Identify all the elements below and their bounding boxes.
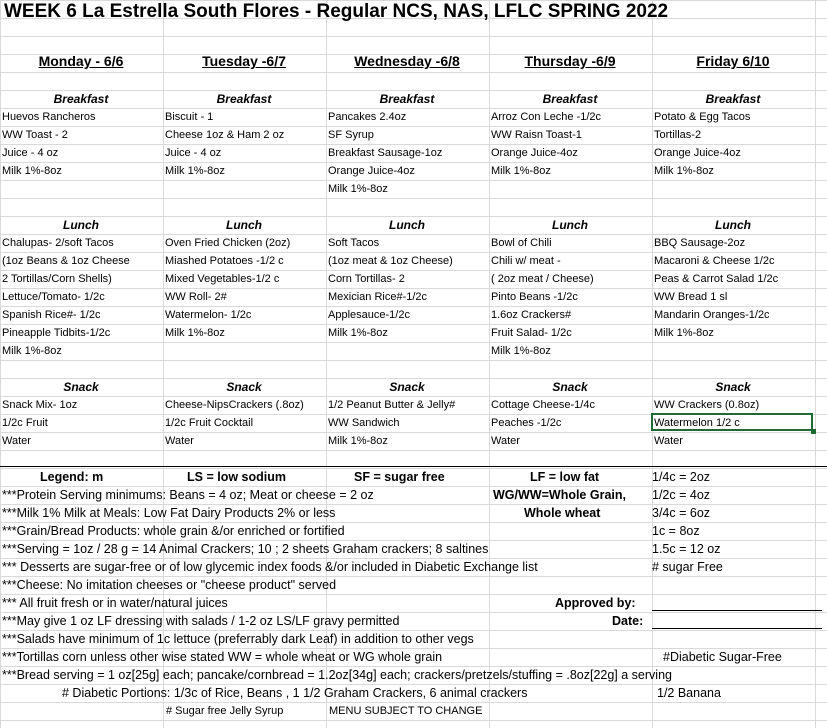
- note-line: *** All fruit fresh or in water/natural juices: [2, 596, 228, 610]
- breakfast-item: Biscuit - 1: [165, 111, 214, 123]
- breakfast-item: Potato & Egg Tacos: [654, 111, 751, 123]
- snack-item: Water: [2, 435, 31, 447]
- lunch-item: WW Bread 1 sl: [654, 291, 728, 303]
- note-line: ***Protein Serving minimums: Beans = 4 oz; Meat or cheese = 2 oz: [2, 488, 374, 502]
- lunch-item: Corn Tortillas- 2: [328, 273, 405, 285]
- lunch-item: Milk 1%-8oz: [2, 345, 62, 357]
- snack-item: Water: [165, 435, 194, 447]
- breakfast-item: Cheese 1oz & Ham 2 oz: [165, 129, 285, 141]
- diabetic-sugar-free: #Diabetic Sugar-Free: [663, 650, 782, 664]
- date-line: [652, 628, 822, 629]
- conversion-2: 1/2c = 4oz: [652, 488, 711, 502]
- note-line: ***Grain/Bread Products: whole grain &/or enriched or fortified: [2, 524, 345, 538]
- lunch-item: Miashed Potatoes -1/2 c: [165, 255, 284, 267]
- note-line: # Diabetic Portions: 1/3c of Rice, Beans , 1 1/2 Graham Crackers, 6 animal crackers: [62, 686, 528, 700]
- lunch-item: Milk 1%-8oz: [654, 327, 714, 339]
- approved-by-label: Approved by:: [555, 596, 636, 610]
- breakfast-item: WW Raisn Toast-1: [491, 129, 582, 141]
- snack-item: 1/2 Peanut Butter & Jelly#: [328, 399, 456, 411]
- lunch-item: Peas & Carrot Salad 1/2c: [654, 273, 779, 285]
- note-line: ***Bread serving = 1 oz[25g] each; pancake/cornbread = 1.2oz[34g] each; crackers/pretzels/stuffing = .8oz[22g] a serving: [2, 668, 672, 682]
- lunch-item: Lettuce/Tomato- 1/2c: [2, 291, 105, 303]
- breakfast-item: Juice - 4 oz: [165, 147, 222, 159]
- note-line: ***May give 1 oz LF dressing with salads / 1-2 oz LS/LF gravy permitted: [2, 614, 400, 628]
- snack-item: 1/2c Fruit Cocktail: [165, 417, 254, 429]
- legend-whole-wheat: Whole wheat: [524, 506, 601, 520]
- half-banana: 1/2 Banana: [657, 686, 721, 700]
- lunch-item: Pinto Beans -1/2c: [491, 291, 578, 303]
- lunch-item: Chalupas- 2/soft Tacos: [2, 237, 114, 249]
- breakfast-item: Milk 1%-8oz: [491, 165, 551, 177]
- lunch-item: Soft Tacos: [328, 237, 380, 249]
- conversion-4: 1c = 8oz: [652, 524, 700, 538]
- snack-heading: Snack: [226, 380, 262, 394]
- menu-subject-to-change: MENU SUBJECT TO CHANGE: [329, 705, 483, 717]
- breakfast-heading: Breakfast: [379, 92, 435, 106]
- lunch-item: (1oz meat & 1oz Cheese): [328, 255, 453, 267]
- snack-item: 1/2c Fruit: [2, 417, 48, 429]
- note-line: ***Tortillas corn unless other wise stated WW = whole wheat or WG whole grain: [2, 650, 443, 664]
- breakfast-item: Breakfast Sausage-1oz: [328, 147, 443, 159]
- lunch-item: (1oz Beans & 1oz Cheese: [2, 255, 130, 267]
- lunch-item: Watermelon- 1/2c: [165, 309, 252, 321]
- legend-sf: SF = sugar free: [354, 470, 445, 484]
- legend-wg: WG/WW=Whole Grain,: [493, 488, 626, 502]
- snack-item: Snack Mix- 1oz: [2, 399, 78, 411]
- snack-item: Milk 1%-8oz: [328, 435, 388, 447]
- lunch-item: Oven Fried Chicken (2oz): [165, 237, 291, 249]
- breakfast-heading: Breakfast: [705, 92, 761, 106]
- lunch-item: Spanish Rice#- 1/2c: [2, 309, 101, 321]
- lunch-item: Milk 1%-8oz: [165, 327, 225, 339]
- day-header: Tuesday -6/7: [202, 53, 286, 69]
- day-header: Monday - 6/6: [38, 53, 124, 69]
- breakfast-item: SF Syrup: [328, 129, 374, 141]
- snack-heading: Snack: [552, 380, 588, 394]
- snack-item: Watermelon 1/2 c: [654, 417, 740, 429]
- fill-handle[interactable]: [811, 429, 816, 434]
- snack-heading: Snack: [63, 380, 99, 394]
- lunch-item: Fruit Salad- 1/2c: [491, 327, 572, 339]
- breakfast-item: Orange Juice-4oz: [328, 165, 415, 177]
- breakfast-item: Juice - 4 oz: [2, 147, 59, 159]
- breakfast-item: Milk 1%-8oz: [2, 165, 62, 177]
- snack-item: Cheese-NipsCrackers (.8oz): [165, 399, 304, 411]
- legend-label: Legend: m: [40, 470, 104, 484]
- breakfast-heading: Breakfast: [216, 92, 272, 106]
- day-header: Wednesday -6/8: [354, 53, 460, 69]
- lunch-item: Mixed Vegetables-1/2 c: [165, 273, 280, 285]
- lunch-heading: Lunch: [715, 218, 751, 232]
- selected-cell[interactable]: [651, 413, 813, 431]
- lunch-item: Bowl of Chili: [491, 237, 552, 249]
- snack-heading: Snack: [389, 380, 425, 394]
- breakfast-item: Orange Juice-4oz: [654, 147, 741, 159]
- note-line: ***Salads have minimum of 1c lettuce (preferrably dark Leaf) in addition to other vegs: [2, 632, 474, 646]
- lunch-item: Mandarin Oranges-1/2c: [654, 309, 770, 321]
- legend-ls: LS = low sodium: [187, 470, 286, 484]
- lunch-item: 2 Tortillas/Corn Shells): [2, 273, 112, 285]
- conversion-6: # sugar Free: [652, 560, 723, 574]
- lunch-item: Pineapple Tidbits-1/2c: [2, 327, 111, 339]
- snack-item: Cottage Cheese-1/4c: [491, 399, 595, 411]
- legend-separator: [0, 466, 827, 467]
- lunch-item: 1.6oz Crackers#: [491, 309, 572, 321]
- lunch-item: Applesauce-1/2c: [328, 309, 410, 321]
- snack-item: Water: [654, 435, 683, 447]
- date-label: Date:: [612, 614, 644, 628]
- sugar-free-jelly: # Sugar free Jelly Syrup: [166, 705, 284, 717]
- lunch-item: ( 2oz meat / Cheese): [491, 273, 594, 285]
- breakfast-item: WW Toast - 2: [2, 129, 68, 141]
- lunch-heading: Lunch: [552, 218, 588, 232]
- breakfast-heading: Breakfast: [53, 92, 109, 106]
- legend-lf: LF = low fat: [530, 470, 600, 484]
- conversion-5: 1.5c = 12 oz: [652, 542, 721, 556]
- note-line: ***Serving = 1oz / 28 g = 14 Animal Crackers; 10 ; 2 sheets Graham crackers; 8 saltines: [2, 542, 489, 556]
- lunch-item: Macaroni & Cheese 1/2c: [654, 255, 775, 267]
- breakfast-heading: Breakfast: [542, 92, 598, 106]
- breakfast-item: Milk 1%-8oz: [165, 165, 225, 177]
- day-header: Friday 6/10: [696, 53, 770, 69]
- note-line: *** Desserts are sugar-free or of low glycemic index foods &/or included in Diabetic Exchange list: [2, 560, 538, 574]
- note-line: ***Cheese: No imitation cheeses or "cheese product" served: [2, 578, 337, 592]
- lunch-item: WW Roll- 2#: [165, 291, 227, 303]
- lunch-item: Chili w/ meat -: [491, 255, 561, 267]
- approved-by-line: [652, 610, 822, 611]
- breakfast-item: Arroz Con Leche -1/2c: [491, 111, 602, 123]
- page-title: WEEK 6 La Estrella South Flores - Regular NCS, NAS, LFLC SPRING 2022: [4, 1, 669, 22]
- lunch-heading: Lunch: [389, 218, 425, 232]
- breakfast-item: Milk 1%-8oz: [654, 165, 714, 177]
- breakfast-item: Tortillas-2: [654, 129, 702, 141]
- lunch-heading: Lunch: [63, 218, 99, 232]
- day-header: Thursday -6/9: [524, 53, 616, 69]
- snack-item: Peaches -1/2c: [491, 417, 562, 429]
- snack-item: WW Crackers (0.8oz): [654, 399, 760, 411]
- conversion-1: 1/4c = 2oz: [652, 470, 711, 484]
- snack-heading: Snack: [715, 380, 751, 394]
- snack-item: WW Sandwich: [328, 417, 400, 429]
- lunch-item: Milk 1%-8oz: [491, 345, 551, 357]
- lunch-item: BBQ Sausage-2oz: [654, 237, 746, 249]
- note-line: ***Milk 1% Milk at Meals: Low Fat Dairy Products 2% or less: [2, 506, 336, 520]
- lunch-item: Mexician Rice#-1/2c: [328, 291, 428, 303]
- conversion-3: 3/4c = 6oz: [652, 506, 711, 520]
- lunch-item: Milk 1%-8oz: [328, 327, 388, 339]
- breakfast-item: Orange Juice-4oz: [491, 147, 578, 159]
- breakfast-item: Milk 1%-8oz: [328, 183, 388, 195]
- breakfast-item: Pancakes 2.4oz: [328, 111, 407, 123]
- snack-item: Water: [491, 435, 520, 447]
- lunch-heading: Lunch: [226, 218, 262, 232]
- breakfast-item: Huevos Rancheros: [2, 111, 96, 123]
